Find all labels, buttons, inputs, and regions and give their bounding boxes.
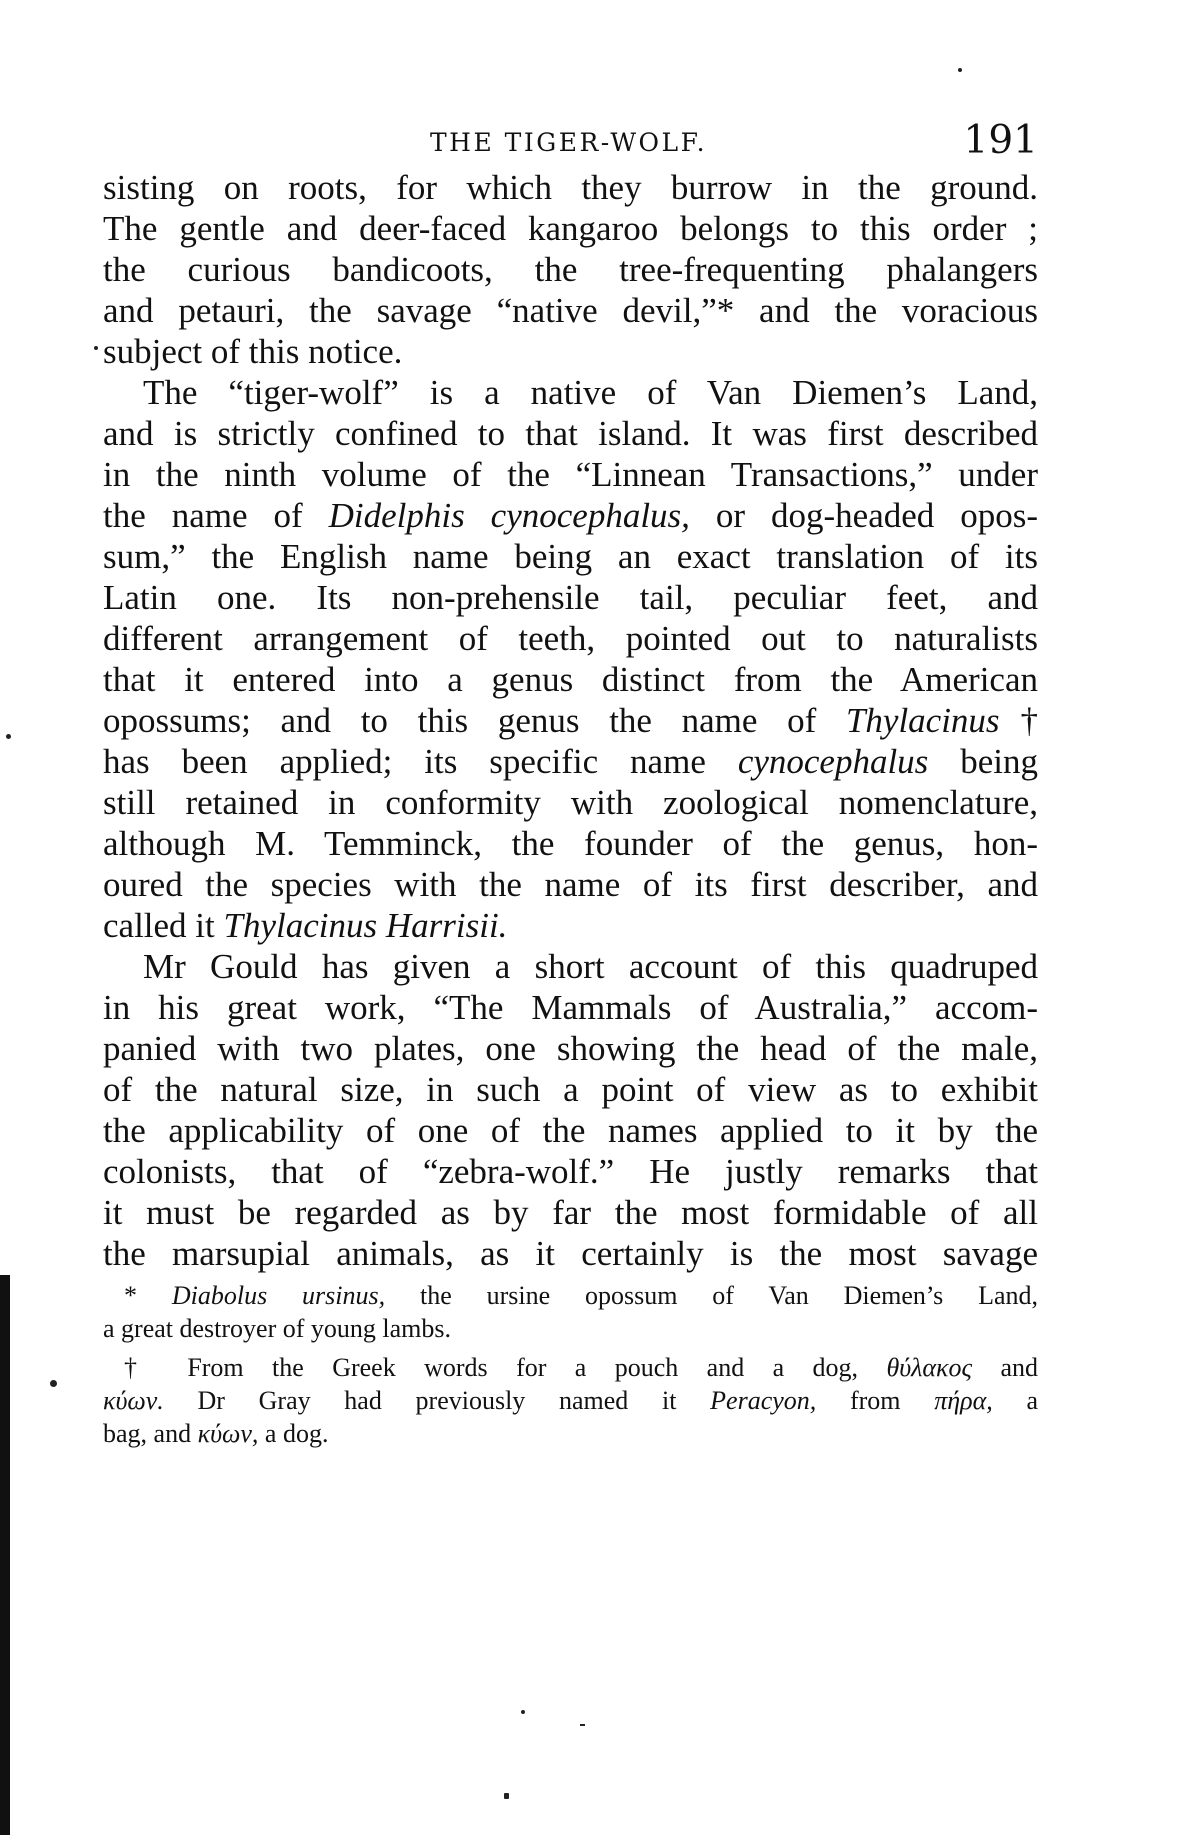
body-line: the curious bandicoots, the tree-frequenting phalangers bbox=[103, 250, 1038, 289]
ink-speck bbox=[580, 1724, 585, 1726]
body-line: in the ninth volume of the “Linnean Transactions,” under bbox=[103, 455, 1038, 494]
body-line: the marsupial animals, as it certainly is the most savage bbox=[103, 1234, 1038, 1273]
body-line: different arrangement of teeth, pointed out to naturalists bbox=[103, 619, 1038, 658]
greek-word: θύλακος bbox=[886, 1353, 973, 1382]
text-run: bag, and bbox=[103, 1419, 192, 1448]
ink-speck bbox=[958, 68, 962, 72]
body-line bbox=[103, 742, 1038, 782]
greek-word: κύων, bbox=[197, 1419, 259, 1448]
footnote-line bbox=[124, 1280, 1038, 1312]
body-line: and petauri, the savage “native devil,”* and the voracious bbox=[103, 291, 1038, 330]
body-line: sisting on roots, for which they burrow in the ground. bbox=[103, 168, 1038, 207]
text-run: a bbox=[1026, 1386, 1039, 1415]
text-run: being bbox=[960, 742, 1039, 781]
body-line: oured the species with the name of its first describer, and bbox=[103, 865, 1038, 904]
body-line: colonists, that of “zebra-wolf.” He justly remarks that bbox=[103, 1152, 1038, 1191]
footnote-mark-dagger: † bbox=[124, 1353, 159, 1382]
footnote-line bbox=[103, 1385, 1038, 1417]
body-line: that it entered into a genus distinct from the American bbox=[103, 660, 1038, 699]
binding-edge-shadow bbox=[0, 1275, 10, 1835]
text-run: or dog-headed opos- bbox=[715, 496, 1039, 535]
body-line bbox=[103, 906, 1038, 946]
genus-name: Thylacinus bbox=[845, 701, 1000, 740]
text-run: the ursine opossum of Van Diemen’s Land, bbox=[419, 1281, 1039, 1310]
ink-speck bbox=[521, 1710, 525, 1714]
page-number: 191 bbox=[963, 118, 1038, 163]
body-line: it must be regarded as by far the most formidable of all bbox=[103, 1193, 1038, 1232]
ink-speck bbox=[94, 346, 98, 350]
text-run: called it bbox=[103, 906, 215, 945]
body-line: in his great work, “The Mammals of Australia,” accom- bbox=[103, 988, 1038, 1027]
species-name: Thylacinus Harrisii. bbox=[223, 906, 508, 945]
text-run: a dog. bbox=[264, 1419, 329, 1448]
footnote-mark-asterisk: * bbox=[124, 1281, 137, 1310]
body-line: and is strictly confined to that island. It was first described bbox=[103, 414, 1038, 453]
ink-speck bbox=[50, 1380, 57, 1387]
greek-word: πήρα, bbox=[934, 1386, 993, 1415]
body-line: although M. Temminck, the founder of the genus, hon- bbox=[103, 824, 1038, 863]
body-line: the applicability of one of the names applied to it by the bbox=[103, 1111, 1038, 1150]
genus-name: Peracyon, bbox=[710, 1386, 817, 1415]
species-name: cynocephalus bbox=[737, 742, 929, 781]
body-line: of the natural size, in such a point of view as to exhibit bbox=[103, 1070, 1038, 1109]
body-line: The gentle and deer-faced kangaroo belongs to this order ; bbox=[103, 209, 1038, 248]
footnote-line: a great destroyer of young lambs. bbox=[103, 1314, 452, 1343]
body-line bbox=[103, 496, 1038, 536]
paragraph-start-line: Mr Gould has given a short account of this quadruped bbox=[143, 947, 1038, 986]
ink-speck bbox=[504, 1793, 509, 1799]
text-run: has been applied; its specific name bbox=[103, 742, 706, 781]
body-line bbox=[103, 701, 1038, 741]
greek-word: κύων. bbox=[103, 1386, 164, 1415]
running-title: THE TIGER-WOLF. bbox=[430, 128, 708, 157]
species-name: Diabolus ursinus, bbox=[171, 1281, 386, 1310]
text-run: Dr Gray had previously named it bbox=[197, 1386, 677, 1415]
body-line: subject of this notice. bbox=[103, 332, 403, 371]
body-line: Latin one. Its non-prehensile tail, peculiar feet, and bbox=[103, 578, 1038, 617]
text-run: the name of bbox=[103, 496, 303, 535]
ink-speck bbox=[6, 734, 11, 739]
text-run: From the Greek words for a pouch and a dog, bbox=[187, 1353, 859, 1382]
paragraph-start-line: The “tiger-wolf” is a native of Van Diemen’s Land, bbox=[143, 373, 1038, 412]
text-run: and bbox=[1000, 1353, 1039, 1382]
footnote-line bbox=[124, 1352, 1038, 1384]
species-name: Didelphis cynocephalus, bbox=[328, 496, 690, 535]
footnote-line bbox=[103, 1418, 1038, 1450]
body-line: still retained in conformity with zoological nomenclature, bbox=[103, 783, 1038, 822]
text-run: opossums; and to this genus the name of bbox=[103, 701, 817, 740]
body-line: panied with two plates, one showing the head of the male, bbox=[103, 1029, 1038, 1068]
body-line: sum,” the English name being an exact translation of its bbox=[103, 537, 1038, 576]
footnote-ref-dagger: † bbox=[999, 701, 1038, 740]
running-header bbox=[103, 118, 1038, 168]
text-run: from bbox=[849, 1386, 901, 1415]
